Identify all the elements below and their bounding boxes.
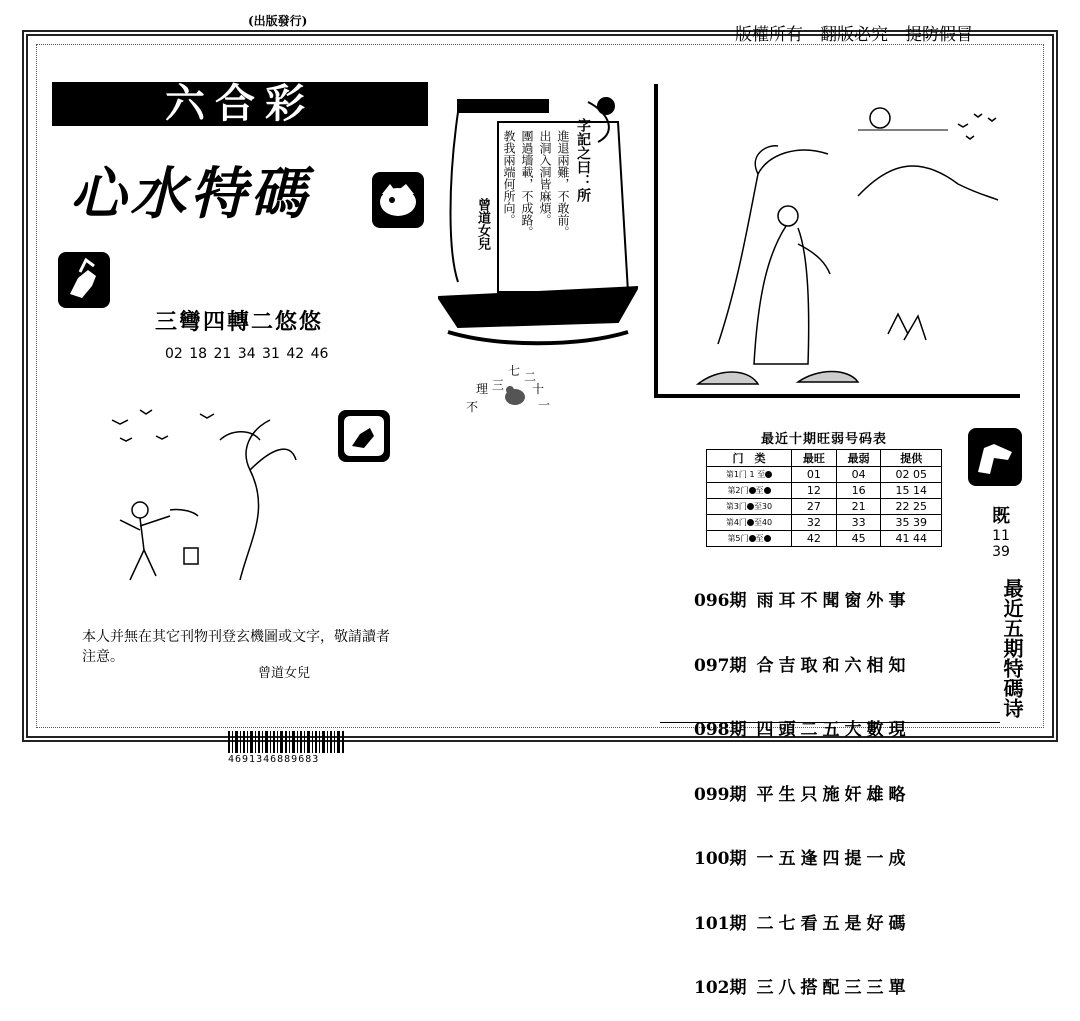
cold-value: 45 xyxy=(836,531,881,547)
riddle-char: 十 xyxy=(532,382,545,396)
sail-line-3: 團過墻載，不成路。 xyxy=(520,130,534,238)
list-item xyxy=(694,978,911,1000)
tiger-icon xyxy=(502,382,528,408)
hot-cold-table xyxy=(706,428,942,547)
table-row xyxy=(707,499,942,515)
list-item xyxy=(694,914,911,936)
list-item xyxy=(694,720,911,742)
hot-value: 12 xyxy=(791,483,836,499)
riddle-char: 不 xyxy=(466,400,479,414)
list-item xyxy=(694,849,911,871)
dot-icon xyxy=(765,471,772,478)
list-item xyxy=(694,785,911,807)
main-title: 六合彩 xyxy=(165,80,315,127)
hot-value: 01 xyxy=(791,467,836,483)
riddle xyxy=(462,362,562,412)
row-label: 第4门 xyxy=(725,518,747,527)
cold-value: 04 xyxy=(836,467,881,483)
period-poem: 三八搭配三三單 xyxy=(756,978,911,998)
row-label: 第3门 xyxy=(725,502,747,511)
hint-box xyxy=(986,502,1016,560)
wolf-icon xyxy=(372,172,424,228)
dot-icon xyxy=(764,487,771,494)
offer-value: 15 14 xyxy=(881,483,942,499)
riddle-char: 理 xyxy=(476,382,489,396)
hot-value: 32 xyxy=(791,515,836,531)
list-item xyxy=(694,656,911,678)
row-range: 至40 xyxy=(753,518,773,527)
table-row xyxy=(707,515,942,531)
riddle-char: 七 xyxy=(508,364,521,378)
cold-value: 33 xyxy=(836,515,881,531)
bottom-strip xyxy=(660,712,1000,723)
row-range: 至 xyxy=(755,486,764,495)
period-poem: 四頭二五大數現 xyxy=(756,720,911,740)
hot-value: 42 xyxy=(791,531,836,547)
period-id: 098期 xyxy=(694,720,747,740)
hint-number: 39 xyxy=(992,544,1010,560)
side-title: 最近五期特碼诗 xyxy=(1000,578,1024,718)
period-id: 096期 xyxy=(694,591,747,611)
hot-value: 27 xyxy=(791,499,836,515)
period-poem: 二七看五是好碼 xyxy=(756,913,911,934)
sail-line-2: 出洞入洞皆麻煩。 xyxy=(538,130,552,226)
notice-text: 本人并無在其它刊物刊登玄機圖或文字，敬請讀者注意。 xyxy=(82,629,390,665)
hint-number: 11 xyxy=(992,528,1010,544)
table-row xyxy=(707,531,942,547)
row-range: 至30 xyxy=(753,502,773,511)
table-header: 最旺 xyxy=(791,450,836,467)
period-id: 099期 xyxy=(694,784,747,805)
row-range: 至 xyxy=(755,534,764,543)
period-id: 101期 xyxy=(694,913,747,934)
period-list xyxy=(694,548,911,1021)
list-item xyxy=(694,591,911,613)
hand-icon xyxy=(58,252,110,308)
table-header: 门 类 xyxy=(707,450,792,467)
sail-heading: 字記之曰：所 xyxy=(575,118,591,202)
phrase: 三彎四轉二悠悠 xyxy=(155,309,324,335)
table-row xyxy=(707,483,942,499)
bird-hand-icon xyxy=(338,410,390,462)
row-label: 第1门 xyxy=(725,470,747,479)
sail-line-1: 進退兩難，不敢前。 xyxy=(556,130,570,238)
period-poem: 一五逢四提一成 xyxy=(756,849,911,869)
barcode xyxy=(228,731,346,753)
period-id: 100期 xyxy=(694,849,747,869)
period-id: 097期 xyxy=(694,655,747,676)
offer-value: 02 05 xyxy=(881,467,942,483)
dot-icon xyxy=(747,503,754,510)
dot-icon xyxy=(749,535,756,542)
period-poem: 雨耳不聞窗外事 xyxy=(756,591,911,611)
period-poem: 合吉取和六相知 xyxy=(756,655,911,676)
cold-value: 21 xyxy=(836,499,881,515)
table-header: 最弱 xyxy=(836,450,881,467)
row-range: 1 至 xyxy=(749,470,766,479)
dot-icon xyxy=(747,519,754,526)
offer-value: 22 25 xyxy=(881,499,942,515)
riddle-char: 一 xyxy=(538,398,551,412)
row-label: 第2门 xyxy=(727,486,749,495)
table-header: 提供 xyxy=(881,450,942,467)
flag-text: 曾道女兒 xyxy=(475,198,490,250)
pointing-hand-icon xyxy=(968,428,1022,486)
barcode-number: 4691346889683 xyxy=(228,754,320,765)
row-label: 第5门 xyxy=(727,534,749,543)
dot-icon xyxy=(764,535,771,542)
table-title: 最近十期旺弱号码表 xyxy=(760,432,887,447)
sail-line-4: 教我兩端何所向。 xyxy=(502,130,516,226)
riddle-char: 三 xyxy=(492,378,505,392)
subtitle: 心水特碼 xyxy=(70,162,310,227)
offer-value: 35 39 xyxy=(881,515,942,531)
lady-scene xyxy=(654,84,1020,398)
signature: 曾道女兒 xyxy=(258,666,311,681)
rights-text: 版權所有 翻版必究 提防假冒 xyxy=(735,25,973,45)
period-poem: 平生只施奸雄略 xyxy=(756,784,911,805)
hint-label: 既 xyxy=(992,506,1010,527)
riddle-char: 二 xyxy=(524,370,537,384)
cold-value: 16 xyxy=(836,483,881,499)
dot-icon xyxy=(749,487,756,494)
numbers-line: 02 18 21 34 31 42 46 xyxy=(165,346,329,362)
publish-label: (出版發行) xyxy=(248,14,308,28)
offer-value: 41 44 xyxy=(881,531,942,547)
table-row xyxy=(707,467,942,483)
period-id: 102期 xyxy=(694,978,747,998)
archer-illustration xyxy=(100,400,310,600)
